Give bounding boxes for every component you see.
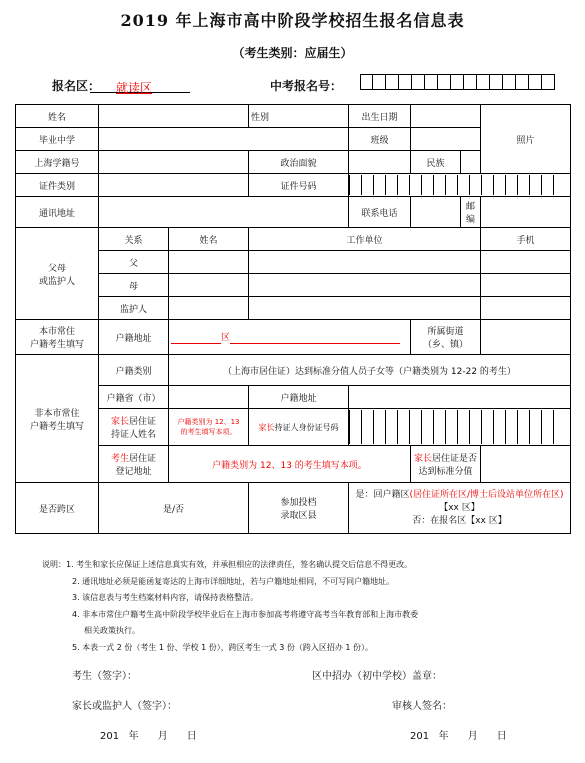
reach-input[interactable] [481,446,571,483]
nonlocal-section-label: 非本市常住 户籍考生填写 [16,355,99,483]
political-input[interactable] [349,151,411,174]
id-number-boxes[interactable] [349,174,571,197]
reach-prefix: 家长 [413,454,432,464]
district-value: 就读区 [116,81,153,95]
note-3: 3. 该信息表与考生档案材料内容，请保持表格整洁。 [72,593,259,602]
notes-section [42,557,562,656]
gender-cell[interactable] [249,105,349,128]
birth-label: 出生日期 [349,105,411,128]
postcode-label: 邮编 [461,197,481,228]
mother-label: 母 [99,274,169,297]
postcode-input[interactable] [481,197,571,228]
address-label: 通讯地址 [16,197,99,228]
mobile-header: 手机 [481,228,571,251]
photo-box[interactable] [481,105,571,174]
political-label: 政治面貌 [249,151,349,174]
office-stamp[interactable]: 区中招办（初中学校）盖章： [312,671,442,682]
holder-name-note: 户籍类别为 12、13 的考生填写本项。 [169,409,249,446]
workplace-header: 工作单位 [249,228,481,251]
class-input[interactable] [411,128,481,151]
guardian-label: 父母 或监护人 [16,228,99,320]
province-input[interactable] [169,386,249,409]
photo-label: 照片 [516,135,535,146]
note-1: 说明：1. 考生和家长应保证上述信息真实有效，并承担相应的法律责任，签名确认提交后信息不得更改。 [42,560,413,569]
reach-label [411,446,481,483]
form-title: 2019 年上海市高中阶段学校招生报名信息表 [120,11,465,30]
yes-option-note: (居住证所在区/博士后设站单位所在区) [409,489,564,500]
school-label: 毕业中学 [16,128,99,151]
phone-label: 联系电话 [349,197,411,228]
exam-number-boxes[interactable] [360,74,555,90]
relation-header: 关系 [99,228,169,251]
parent-signature[interactable]: 家长或监护人（签字）： [72,701,177,712]
guardian-mobile-input[interactable] [481,297,571,320]
holder-name-prefix: 家长 [110,417,129,427]
district-label: 报名区： [52,79,101,93]
yes-no-text: 是/否 [162,504,185,515]
street-label: 所属街道 （乡、镇） [411,320,481,355]
id-type-input[interactable] [99,174,249,197]
school-input[interactable] [99,128,349,151]
date-left[interactable]: 201 年 月 日 [100,731,197,742]
address-input[interactable] [99,197,349,228]
reach-text: 居住证是否 达到标准分值 [418,454,478,477]
father-name-input[interactable] [169,251,249,274]
student-res-note: 户籍类别为 12、13 的考生填写本项。 [169,446,411,483]
note-2: 2. 通讯地址必须是能函复寄达的上海市详细地址，若与户籍地址相同，不可写同户籍地址。 [72,576,395,586]
student-id-input[interactable] [99,151,249,174]
student-res-label [99,446,169,483]
holder-name-text: 居住证 持证人姓名 [110,417,157,440]
holder-id-text: 持证人身份证号码 [274,422,339,432]
guardian-name-header: 姓名 [169,228,249,251]
student-signature[interactable]: 考生（签字）： [72,671,137,682]
huji-address2-input[interactable] [349,386,571,409]
cross-district-input[interactable] [99,483,249,534]
huji-address-input[interactable] [169,320,411,355]
date-right[interactable]: 201 年 月 日 [410,731,507,742]
phone-input[interactable] [411,197,461,228]
birth-input[interactable] [411,105,481,128]
mother-mobile-input[interactable] [481,274,571,297]
district-mark: 区 [221,333,231,343]
ethnic-label: 民族 [411,151,461,174]
cross-district-label: 是否跨区 [16,483,99,534]
holder-name-label [99,409,169,446]
mother-name-input[interactable] [169,274,249,297]
holder-id-boxes[interactable] [349,409,571,446]
id-type-label: 证件类别 [16,174,99,197]
huji-address-label: 户籍地址 [99,320,169,355]
note-4: 4. 非本市常住户籍考生高中阶段学校毕业后在上海市参加高考将遵守高考当年教育部和上海市教委 [72,609,419,619]
yes-option: 是：回户籍区 [355,489,410,500]
student-res-prefix: 考生 [110,454,129,464]
holder-id-label [249,409,349,446]
guardian-work-input[interactable] [249,297,481,320]
guardian-name-input[interactable] [169,297,249,320]
student-res-text: 居住证 登记地址 [115,454,157,477]
street-input[interactable] [481,320,571,355]
exam-number-label: 中考报名号： [270,79,343,93]
ethnic-input[interactable] [461,151,481,174]
huji-address2-label: 户籍地址 [249,386,349,409]
district-field[interactable] [90,77,190,93]
form-subtitle: （考生类别：应届生） [232,46,353,60]
local-section-label: 本市常住 户籍考生填写 [16,320,99,355]
student-id-label: 上海学籍号 [16,151,99,174]
exam-area-options[interactable] [349,483,571,534]
father-mobile-input[interactable] [481,251,571,274]
huji-type-note: （上海市居住证）达到标准分值人员子女等（户籍类别为 12-22 的考生） [169,355,571,386]
yes-option-suffix: 【xx 区】 [439,502,480,513]
mother-work-input[interactable] [249,274,481,297]
gender-label: 性别 [251,112,270,123]
name-label: 姓名 [16,105,99,128]
province-label: 户籍省（市） [99,386,169,409]
father-label: 父 [99,251,169,274]
father-work-input[interactable] [249,251,481,274]
id-number-label: 证件号码 [249,174,349,197]
guardian-row-label: 监护人 [99,297,169,320]
reviewer-signature[interactable]: 审核人签名： [392,701,452,712]
no-option: 否：在报名区【xx 区】 [412,515,507,526]
huji-type-label: 户籍类别 [99,355,169,386]
note-5: 5. 本表一式 2 份（考生 1 份、学校 1 份），跨区考生一式 3 份（跨入区招办 1 份）。 [72,642,374,652]
registration-table [15,104,571,534]
exam-area-label: 参加投档 录取区县 [249,483,349,534]
holder-id-prefix: 家长 [258,422,275,432]
class-label: 班级 [349,128,411,151]
name-input[interactable] [99,105,249,128]
note-4-cont: 相关政策执行。 [84,626,140,635]
